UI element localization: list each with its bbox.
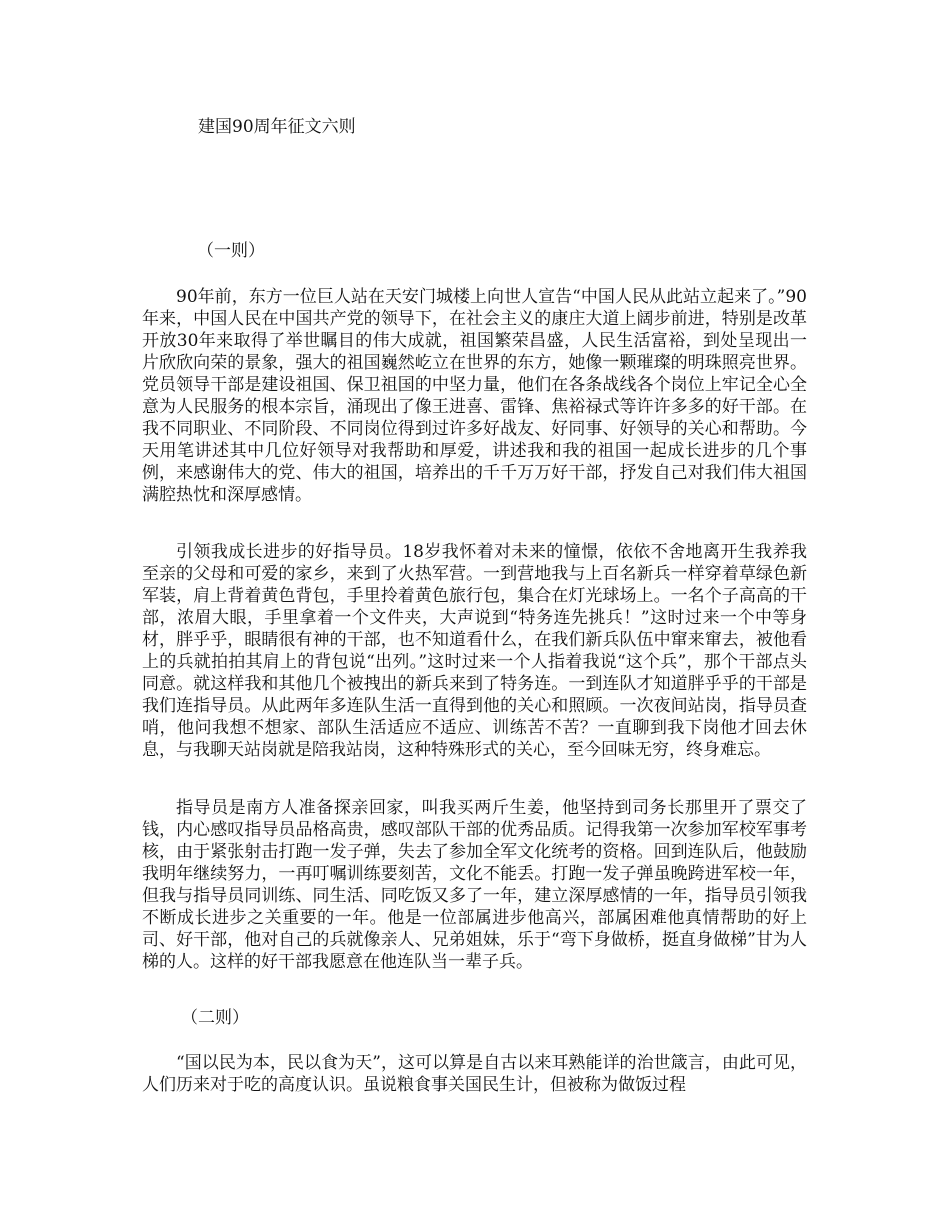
paragraph-4: “国以民为本，民以食为天”，这可以算是自古以来耳熟能详的治世箴言，由此可见，人们历来对于吃的高度认识。虽说粮食事关国民生计，但被称为做饭过程 (142, 1053, 807, 1095)
paragraph-2: 引领我成长进步的好指导员。18岁我怀着对未来的憧憬，依依不舍地离开生我养我至亲的父母和可爱的家乡，来到了火热军营。一到营地我与上百名新兵一样穿着草绿色新军装，肩上背着黄色背包，手里拎着黄色旅行包，集合在灯光球场上。一名个子高高的干部，浓眉大眼，手里拿着一个文件夹，大声说到“特务连先挑兵！”这时过来一个中等身材，胖乎乎，眼睛很有神的干部，也不知道看什么，在我们新兵队伍中窜来窜去，被他看上的兵就拍拍其肩上的背包说“出列。”这时过来一个人指着我说“这个兵”，那个干部点头同意。就这样我和其他几个被拽出的新兵来到了特务连。一到连队才知道胖乎乎的干部是我们连指导员。从此两年多连队生活一直得到他的关心和照顾。一次夜间站岗，指导员查哨，他问我想不想家、部队生活适应不适应、训练苦不苦？一直聊到我下岗他才回去休息，与我聊天站岗就是陪我站岗，这种特殊形式的关心，至今回味无穷，终身难忘。 (142, 542, 807, 760)
section-label-1: （一则） (197, 241, 265, 261)
document-title: 建国90周年征文六则 (198, 117, 356, 137)
section-label-2: （二则） (181, 1008, 249, 1028)
paragraph-3: 指导员是南方人准备探亲回家，叫我买两斤生姜，他坚持到司务长那里开了票交了钱，内心感叹指导员品格高贵，感叹部队干部的优秀品质。记得我第一次参加军校军事考核，由于紧张射击打跑一发子弹，失去了参加全军文化统考的资格。回到连队后，他鼓励我明年继续努力，一再叮嘱训练要刻苦，文化不能丢。打跑一发子弹虽晚跨进军校一年，但我与指导员同训练、同生活、同吃饭又多了一年，建立深厚感情的一年，指导员引领我不断成长进步之关重要的一年。他是一位部属进步他高兴，部属困难他真情帮助的好上司、好干部，他对自己的兵就像亲人、兄弟姐妹，乐于“弯下身做桥，挺直身做梯”甘为人梯的人。这样的好干部我愿意在他连队当一辈子兵。 (142, 798, 807, 972)
paragraph-1: 90年前，东方一位巨人站在天安门城楼上向世人宣告“中国人民从此站立起来了。”90年来，中国人民在中国共产党的领导下，在社会主义的康庄大道上阔步前进，特别是改革开放30年来取得了举世瞩目的伟大成就，祖国繁荣昌盛，人民生活富裕，到处呈现出一片欣欣向荣的景象，强大的祖国巍然屹立在世界的东方，她像一颗璀璨的明珠照亮世界。党员领导干部是建设祖国、保卫祖国的中坚力量，他们在各条战线各个岗位上牢记全心全意为人民服务的根本宗旨，涌现出了像王进喜、雷锋、焦裕禄式等许许多多的好干部。在我不同职业、不同阶段、不同岗位得到过许多好战友、好同事、好领导的关心和帮助。今天用笔讲述其中几位好领导对我帮助和厚爱，讲述我和我的祖国一起成长进步的几个事例，来感谢伟大的党、伟大的祖国，培养出的千千万万好干部，抒发自己对我们伟大祖国满腔热忱和深厚感情。 (142, 287, 807, 505)
